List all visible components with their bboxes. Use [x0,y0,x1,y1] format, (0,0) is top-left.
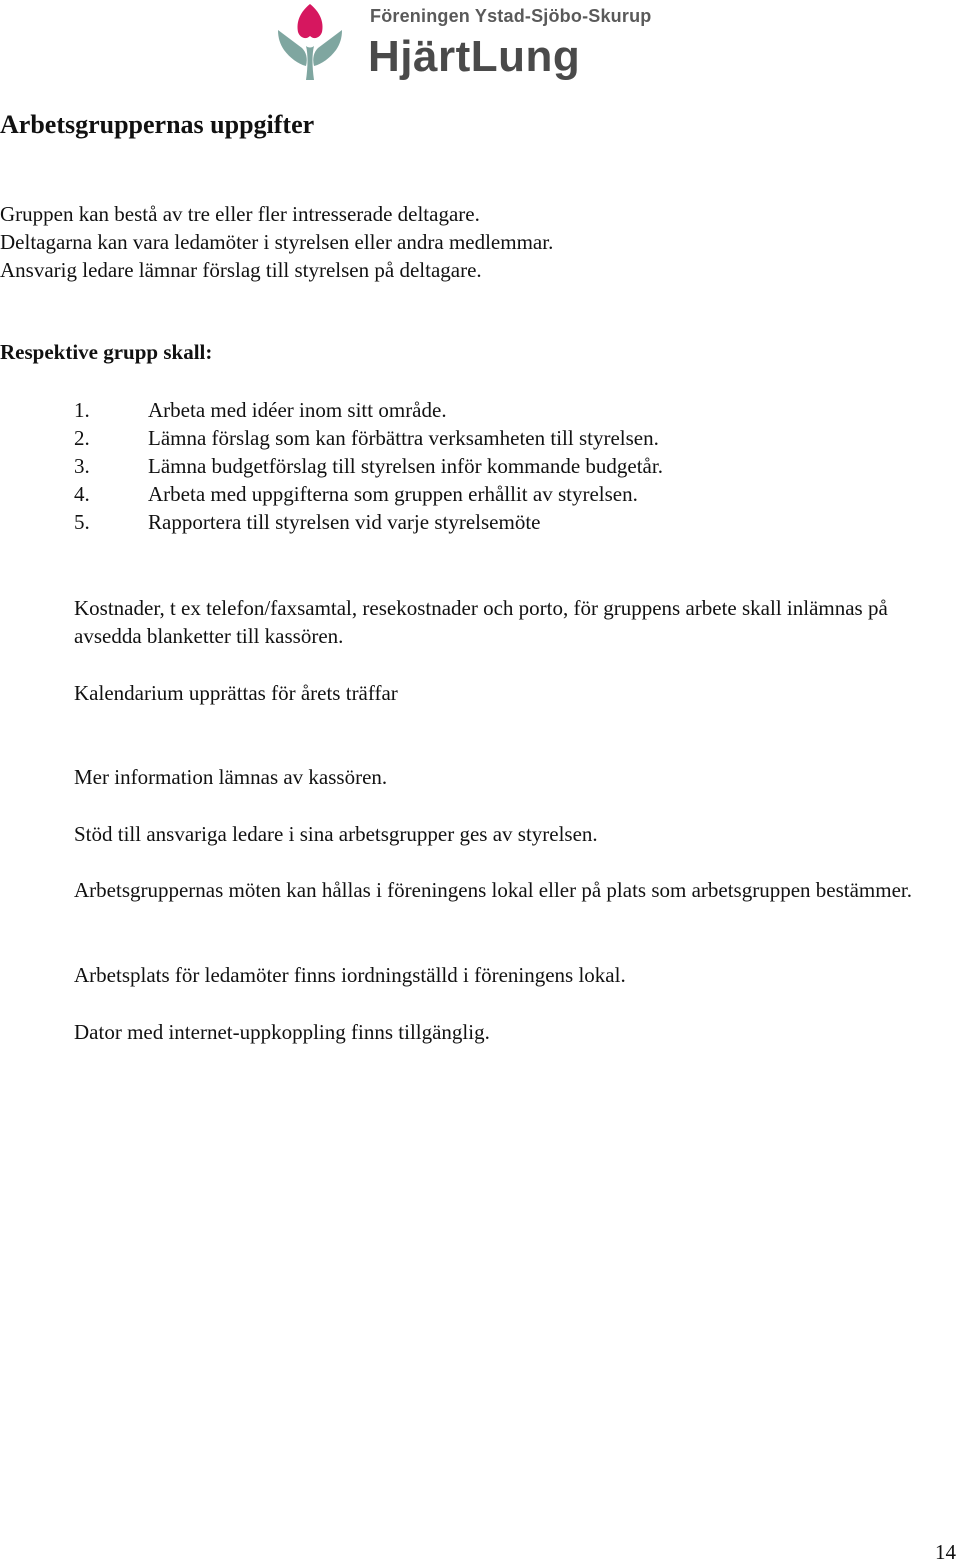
list-item [74,452,663,480]
information-paragraph: Mer information lämnas av kassören. [74,765,388,789]
tulip-heart-icon [276,2,344,82]
page-number: 14 [935,1540,956,1564]
list-item-text: Lämna förslag som kan förbättra verksamheten till styrelsen. [148,426,659,450]
intro-line: Gruppen kan bestå av tre eller fler intresserade deltagare. [0,202,480,226]
tasks-list [74,396,663,536]
organization-logo [276,2,666,86]
intro-line: Ansvarig ledare lämnar förslag till styrelsen på deltagare. [0,258,482,282]
meetings-paragraph: Arbetsgruppernas möten kan hållas i föreningens lokal eller på plats som arbetsgruppen bestämmer. [74,878,913,902]
list-item-number: 2. [74,426,90,450]
workplace-paragraph: Arbetsplats för ledamöter finns iordningställd i föreningens lokal. [74,963,626,987]
computer-paragraph: Dator med internet-uppkoppling finns tillgänglig. [74,1020,490,1044]
list-item-text: Lämna budgetförslag till styrelsen inför kommande budgetår. [148,454,663,478]
list-item [74,424,663,452]
tasks-heading: Respektive grupp skall: [0,340,213,364]
list-item [74,396,663,424]
intro-line: Deltagarna kan vara ledamöter i styrelsen eller andra medlemmar. [0,230,554,254]
list-item-text: Rapportera till styrelsen vid varje styrelsemöte [148,510,541,534]
list-item-text: Arbeta med idéer inom sitt område. [148,398,447,422]
costs-paragraph: Kostnader, t ex telefon/faxsamtal, resekostnader och porto, för gruppens arbete skall inlämnas på avsedda blanketter till kassören. [74,596,888,648]
logo-organization-name: Föreningen Ystad-Sjöbo-Skurup [370,6,652,26]
list-item-number: 3. [74,454,90,478]
list-item-number: 1. [74,398,90,422]
logo-brand-name: HjärtLung [368,32,581,81]
calendar-paragraph: Kalendarium upprättas för årets träffar [74,681,398,705]
page-title: Arbetsgruppernas uppgifter [0,110,315,139]
list-item [74,508,663,536]
list-item [74,480,663,508]
list-item-number: 5. [74,510,90,534]
list-item-text: Arbeta med uppgifterna som gruppen erhållit av styrelsen. [148,482,638,506]
support-paragraph: Stöd till ansvariga ledare i sina arbetsgrupper ges av styrelsen. [74,822,598,846]
intro-text [0,200,553,284]
list-item-number: 4. [74,482,90,506]
